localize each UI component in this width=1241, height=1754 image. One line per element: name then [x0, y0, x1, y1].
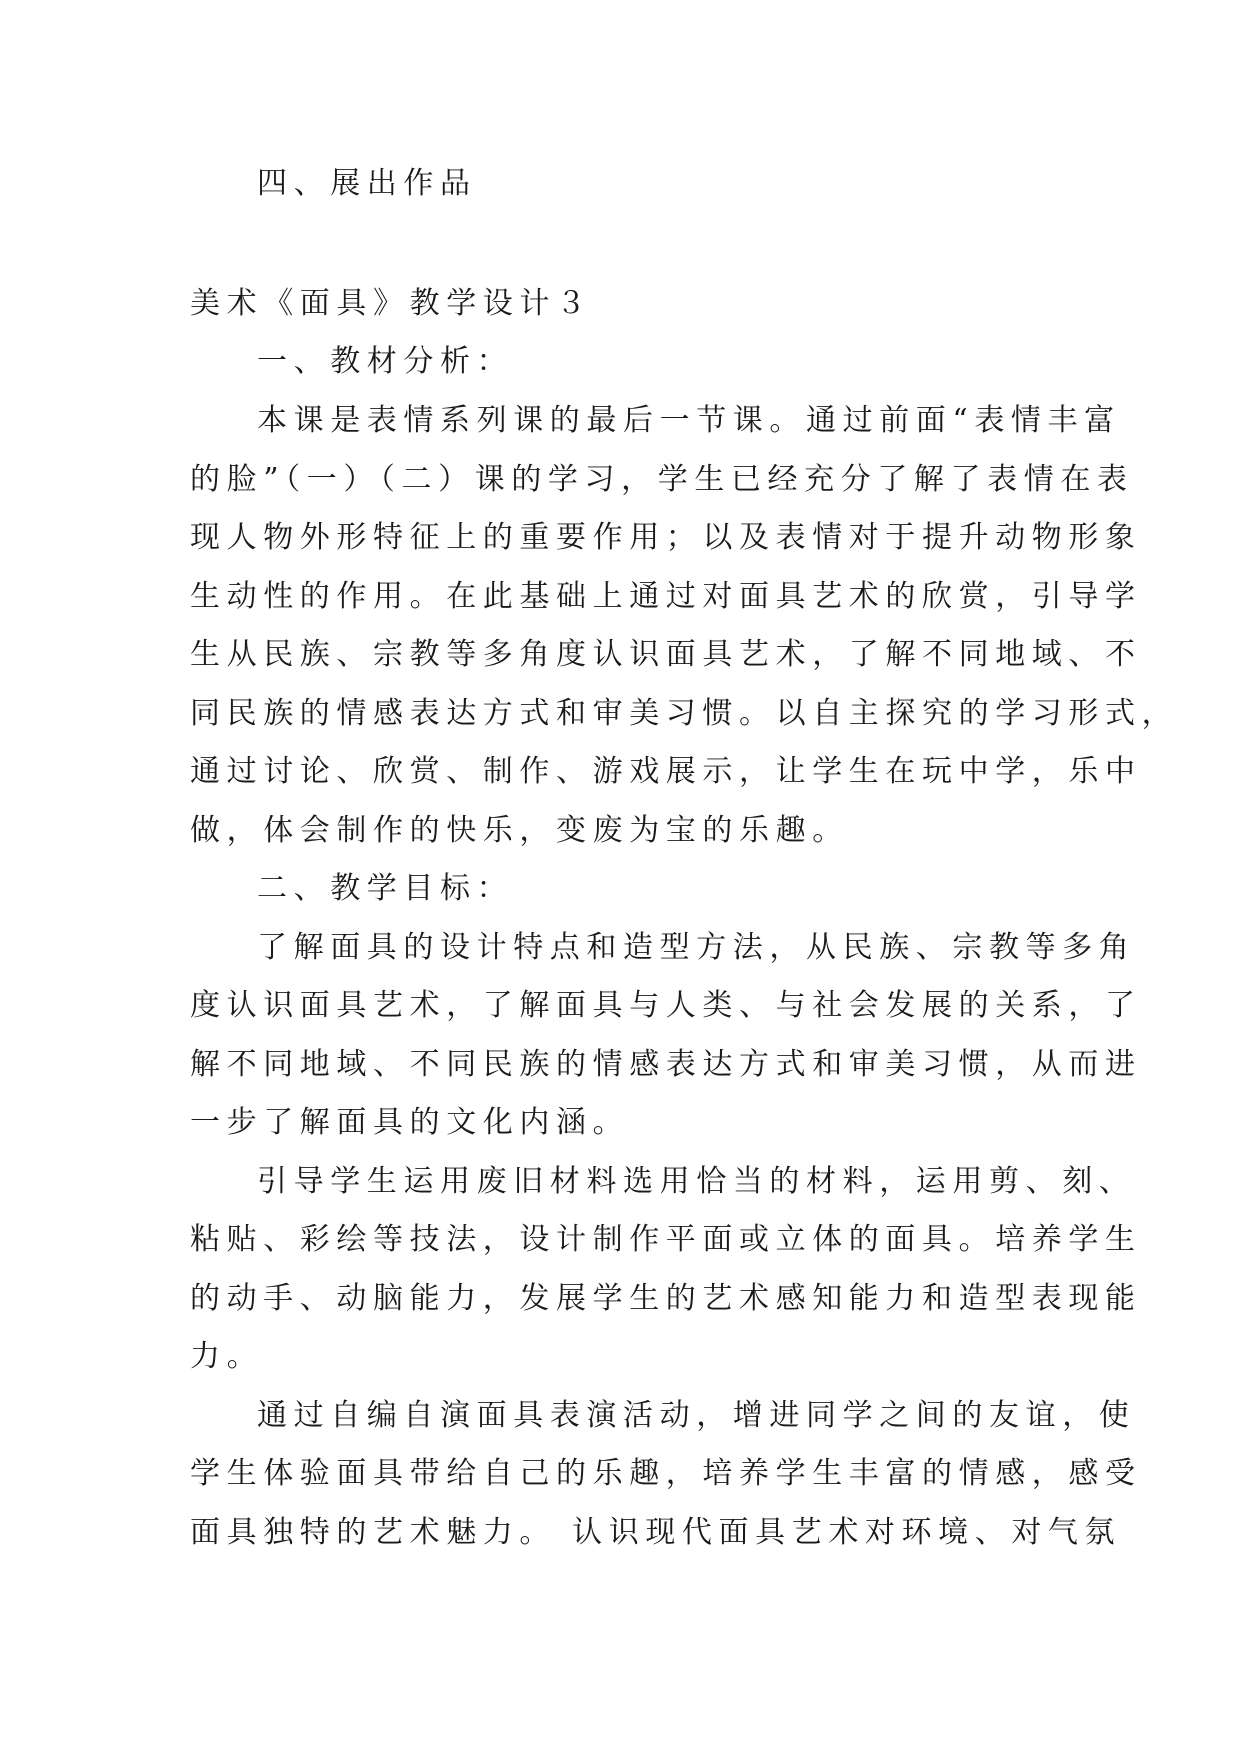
goals-paragraph-1-line: 解不同地域、不同民族的情感表达方式和审美习惯，从而进: [190, 1047, 1142, 1082]
goals-paragraph-3-line: 面具独特的艺术魅力。 认识现代面具艺术对环境、对气氛: [190, 1515, 1122, 1550]
section-heading-exhibit: 四、展出作品: [257, 166, 477, 201]
goals-paragraph-3-line: 学生体验面具带给自己的乐趣，培养学生丰富的情感，感受: [190, 1456, 1142, 1491]
goals-paragraph-2-line: 粘贴、彩绘等技法，设计制作平面或立体的面具。培养学生: [190, 1222, 1142, 1257]
analysis-heading: 一、教材分析：: [257, 344, 514, 379]
document-title: 美术《面具》教学设计３: [190, 286, 593, 321]
analysis-line: 同民族的情感表达方式和审美习惯。以自主探究的学习形式，: [190, 696, 1179, 731]
analysis-line: 做，体会制作的快乐，变废为宝的乐趣。: [190, 813, 849, 848]
analysis-line: 的脸”（一）（二）课的学习，学生已经充分了解了表情在表: [190, 462, 1134, 497]
goals-paragraph-3-line: 通过自编自演面具表演活动，增进同学之间的友谊，使: [257, 1398, 1136, 1433]
analysis-line: 生从民族、宗教等多角度认识面具艺术，了解不同地域、不: [190, 637, 1142, 672]
analysis-line: 本课是表情系列课的最后一节课。通过前面“表情丰富: [257, 403, 1121, 438]
goals-heading: 二、教学目标：: [257, 871, 514, 906]
goals-paragraph-2-line: 引导学生运用废旧材料选用恰当的材料，运用剪、刻、: [257, 1164, 1136, 1199]
analysis-line: 通过讨论、欣赏、制作、游戏展示，让学生在玩中学，乐中: [190, 754, 1142, 789]
goals-paragraph-2-line: 的动手、动脑能力，发展学生的艺术感知能力和造型表现能: [190, 1281, 1142, 1316]
analysis-line: 现人物外形特征上的重要作用；以及表情对于提升动物形象: [190, 520, 1142, 555]
goals-paragraph-1-line: 度认识面具艺术，了解面具与人类、与社会发展的关系，了: [190, 988, 1142, 1023]
goals-paragraph-1-line: 了解面具的设计特点和造型方法，从民族、宗教等多角: [257, 930, 1136, 965]
goals-paragraph-2-line: 力。: [190, 1339, 264, 1374]
goals-paragraph-1-line: 一步了解面具的文化内涵。: [190, 1105, 630, 1140]
analysis-line: 生动性的作用。在此基础上通过对面具艺术的欣赏，引导学: [190, 579, 1142, 614]
